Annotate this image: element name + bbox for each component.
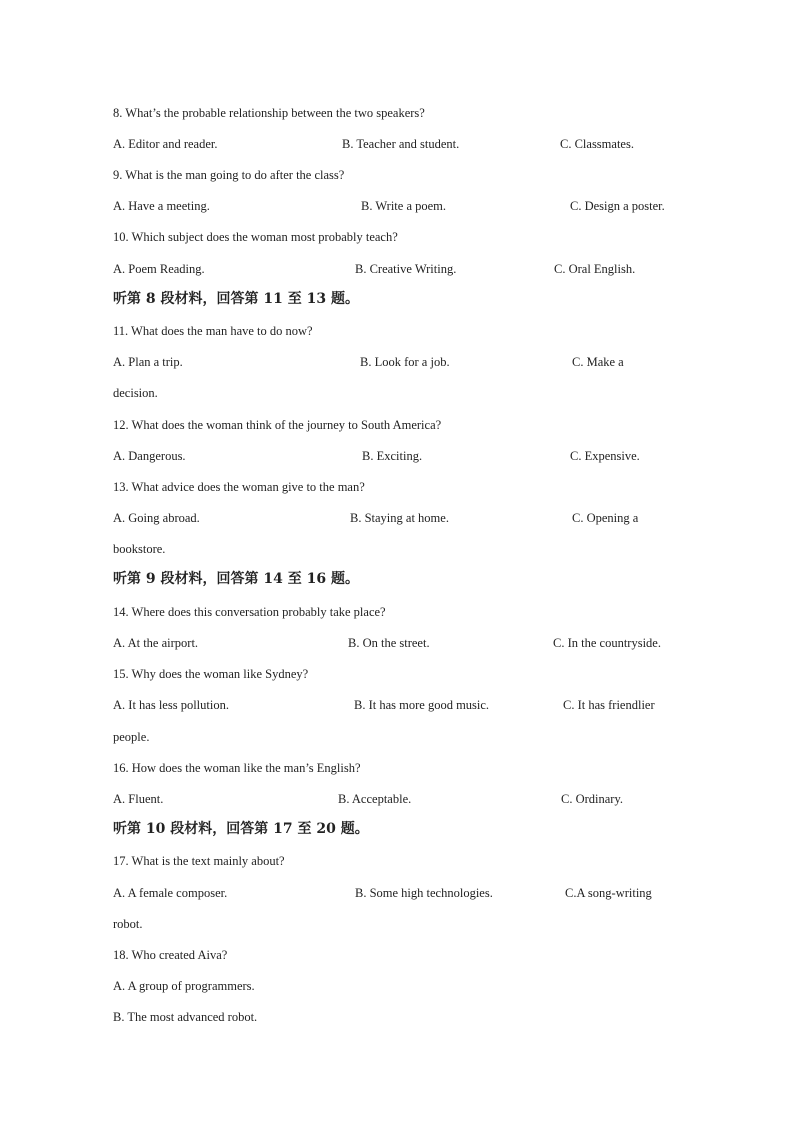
- q12-option-c: C. Expensive.: [570, 449, 640, 463]
- q12-option-a: A. Dangerous.: [113, 449, 186, 463]
- q17-option-a: A. A female composer.: [113, 886, 228, 900]
- q17-option-c-continued: robot.: [113, 917, 143, 931]
- q15-option-b: B. It has more good music.: [354, 698, 490, 712]
- q10-option-b: B. Creative Writing.: [355, 262, 457, 276]
- q11-option-a: A. Plan a trip.: [113, 355, 183, 369]
- q10-option-a: A. Poem Reading.: [113, 262, 205, 276]
- q13-option-c: C. Opening a: [572, 511, 639, 525]
- question-17: 17. What is the text mainly about?: [113, 854, 285, 868]
- q8-option-c: C. Classmates.: [560, 137, 634, 151]
- q18-option-b: B. The most advanced robot.: [113, 1010, 258, 1024]
- q14-option-b: B. On the street.: [348, 636, 430, 650]
- q10-option-c: C. Oral English.: [554, 262, 636, 276]
- q14-option-a: A. At the airport.: [113, 636, 199, 650]
- q18-option-a: A. A group of programmers.: [113, 979, 255, 993]
- q14-option-c: C. In the countryside.: [553, 636, 661, 650]
- question-18: 18. Who created Aiva?: [113, 948, 228, 962]
- q9-option-a: A. Have a meeting.: [113, 199, 210, 213]
- question-16: 16. How does the woman like the man’s English?: [113, 761, 361, 775]
- question-12: 12. What does the woman think of the journey to South America?: [113, 418, 442, 432]
- q16-option-b: B. Acceptable.: [338, 792, 412, 806]
- q11-option-c: C. Make a: [572, 355, 624, 369]
- q17-option-c: C.A song-writing: [565, 886, 652, 900]
- q13-option-b: B. Staying at home.: [350, 511, 449, 525]
- question-14: 14. Where does this conversation probably take place?: [113, 605, 386, 619]
- q16-option-a: A. Fluent.: [113, 792, 164, 806]
- question-8: 8. What’s the probable relationship between the two speakers?: [113, 106, 425, 120]
- question-9: 9. What is the man going to do after the class?: [113, 168, 345, 182]
- q9-option-c: C. Design a poster.: [570, 199, 665, 213]
- question-13: 13. What advice does the woman give to the man?: [113, 480, 365, 494]
- question-11: 11. What does the man have to do now?: [113, 324, 313, 338]
- section-heading-8: 听第 8 段材料，回答第 11 至 13 题。: [113, 291, 359, 307]
- q15-option-c: C. It has friendlier: [563, 698, 655, 712]
- q9-option-b: B. Write a poem.: [361, 199, 447, 213]
- section-heading-10: 听第 10 段材料，回答第 17 至 20 题。: [113, 821, 369, 837]
- question-10: 10. Which subject does the woman most probably teach?: [113, 230, 398, 244]
- q13-option-c-continued: bookstore.: [113, 542, 166, 556]
- q13-option-a: A. Going abroad.: [113, 511, 200, 525]
- q11-option-b: B. Look for a job.: [360, 355, 450, 369]
- q11-option-c-continued: decision.: [113, 386, 158, 400]
- q16-option-c: C. Ordinary.: [561, 792, 624, 806]
- question-15: 15. Why does the woman like Sydney?: [113, 667, 309, 681]
- q8-option-a: A. Editor and reader.: [113, 137, 218, 151]
- q15-option-c-continued: people.: [113, 730, 150, 744]
- section-heading-9: 听第 9 段材料，回答第 14 至 16 题。: [113, 571, 359, 587]
- q8-option-b: B. Teacher and student.: [342, 137, 460, 151]
- q12-option-b: B. Exciting.: [362, 449, 423, 463]
- q15-option-a: A. It has less pollution.: [113, 698, 229, 712]
- q17-option-b: B. Some high technologies.: [355, 886, 493, 900]
